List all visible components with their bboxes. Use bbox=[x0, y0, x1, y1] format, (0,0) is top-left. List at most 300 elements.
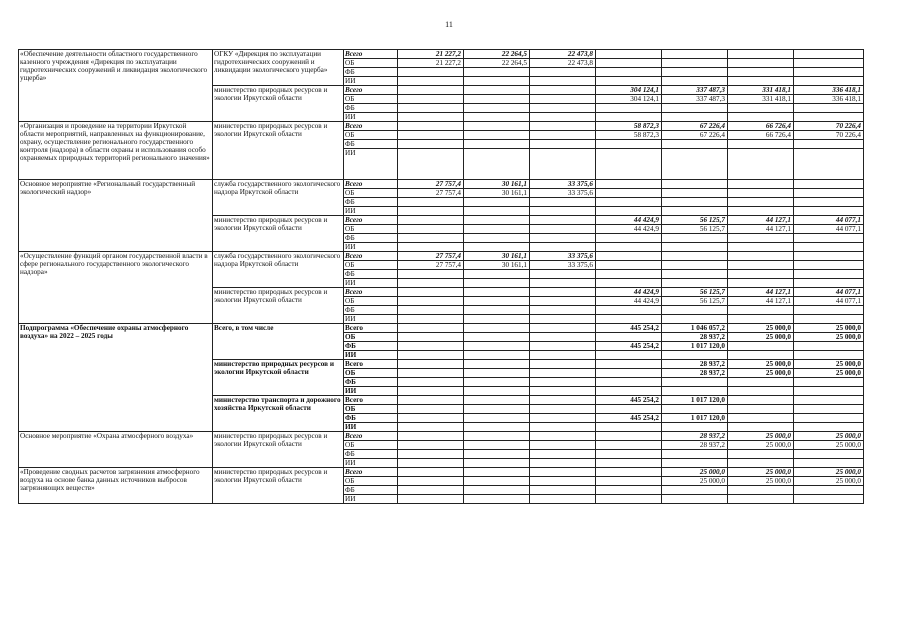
amount-cell: 25 000,0 bbox=[728, 369, 794, 378]
amount-cell bbox=[398, 149, 464, 180]
amount-cell bbox=[728, 189, 794, 198]
amount-cell: 25 000,0 bbox=[728, 432, 794, 441]
amount-cell bbox=[794, 378, 864, 387]
amount-cell bbox=[398, 351, 464, 360]
amount-cell bbox=[464, 198, 530, 207]
table-row bbox=[19, 180, 864, 189]
executor-name: министерство природных ресурсов и экологии Иркутской области bbox=[213, 216, 344, 252]
amount-cell bbox=[398, 104, 464, 113]
amount-cell bbox=[398, 387, 464, 396]
amount-cell bbox=[398, 113, 464, 122]
amount-cell bbox=[662, 495, 728, 504]
amount-cell bbox=[464, 333, 530, 342]
amount-cell bbox=[794, 68, 864, 77]
amount-cell: 25 000,0 bbox=[728, 360, 794, 369]
measure-name: Основное мероприятие «Региональный государственный экологический надзор» bbox=[19, 180, 213, 252]
amount-cell bbox=[794, 59, 864, 68]
amount-cell bbox=[596, 333, 662, 342]
amount-cell bbox=[728, 104, 794, 113]
amount-cell: 1 046 057,2 bbox=[662, 324, 728, 333]
amount-cell bbox=[530, 360, 596, 369]
funding-source: ФБ bbox=[344, 140, 398, 149]
amount-cell bbox=[530, 234, 596, 243]
funding-source: ФБ bbox=[344, 104, 398, 113]
funding-source: ОБ bbox=[344, 441, 398, 450]
funding-source: ФБ bbox=[344, 378, 398, 387]
amount-cell bbox=[794, 306, 864, 315]
amount-cell bbox=[398, 225, 464, 234]
amount-cell bbox=[398, 378, 464, 387]
amount-cell bbox=[530, 122, 596, 131]
measure-name: «Обеспечение деятельности областного государственного казенного учреждения «Дирекция по эксплуатации гидротехнических сооружений и ликвидация экологического ущерба» bbox=[19, 50, 213, 122]
amount-cell bbox=[530, 432, 596, 441]
amount-cell bbox=[728, 149, 794, 180]
amount-cell bbox=[728, 77, 794, 86]
amount-cell: 44 424,9 bbox=[596, 297, 662, 306]
amount-cell bbox=[464, 459, 530, 468]
amount-cell bbox=[530, 77, 596, 86]
amount-cell bbox=[530, 95, 596, 104]
amount-cell bbox=[530, 288, 596, 297]
funding-source: ФБ bbox=[344, 450, 398, 459]
funding-source: ОБ bbox=[344, 131, 398, 140]
amount-cell bbox=[662, 234, 728, 243]
amount-cell bbox=[464, 306, 530, 315]
amount-cell bbox=[398, 315, 464, 324]
measure-name: Основное мероприятие «Охрана атмосферного воздуха» bbox=[19, 432, 213, 468]
funding-source: Всего bbox=[344, 432, 398, 441]
amount-cell: 44 127,1 bbox=[728, 216, 794, 225]
amount-cell bbox=[596, 459, 662, 468]
amount-cell bbox=[728, 405, 794, 414]
amount-cell: 304 124,1 bbox=[596, 86, 662, 95]
amount-cell bbox=[530, 351, 596, 360]
amount-cell bbox=[530, 315, 596, 324]
amount-cell bbox=[794, 252, 864, 261]
amount-cell: 44 077,1 bbox=[794, 225, 864, 234]
amount-cell bbox=[464, 486, 530, 495]
amount-cell bbox=[398, 495, 464, 504]
amount-cell: 25 000,0 bbox=[794, 369, 864, 378]
amount-cell bbox=[398, 198, 464, 207]
amount-cell bbox=[596, 369, 662, 378]
amount-cell: 25 000,0 bbox=[794, 441, 864, 450]
amount-cell: 337 487,3 bbox=[662, 86, 728, 95]
amount-cell bbox=[464, 207, 530, 216]
amount-cell bbox=[398, 486, 464, 495]
amount-cell bbox=[530, 450, 596, 459]
amount-cell bbox=[398, 297, 464, 306]
amount-cell bbox=[596, 68, 662, 77]
executor-name: Всего, в том числе bbox=[213, 324, 344, 360]
funding-source: Всего bbox=[344, 396, 398, 405]
amount-cell bbox=[596, 405, 662, 414]
amount-cell: 28 937,2 bbox=[662, 360, 728, 369]
funding-source: ФБ bbox=[344, 68, 398, 77]
amount-cell bbox=[794, 207, 864, 216]
amount-cell bbox=[662, 252, 728, 261]
amount-cell bbox=[530, 441, 596, 450]
amount-cell bbox=[464, 104, 530, 113]
amount-cell bbox=[530, 414, 596, 423]
amount-cell bbox=[728, 50, 794, 59]
amount-cell bbox=[662, 270, 728, 279]
amount-cell bbox=[662, 189, 728, 198]
funding-source: ФБ bbox=[344, 486, 398, 495]
amount-cell bbox=[398, 288, 464, 297]
amount-cell bbox=[596, 486, 662, 495]
page-number: 11 bbox=[445, 20, 453, 29]
table-row bbox=[19, 50, 864, 59]
amount-cell bbox=[530, 396, 596, 405]
amount-cell bbox=[464, 270, 530, 279]
amount-cell bbox=[464, 95, 530, 104]
amount-cell bbox=[728, 351, 794, 360]
amount-cell bbox=[464, 477, 530, 486]
amount-cell: 27 757,4 bbox=[398, 252, 464, 261]
amount-cell bbox=[794, 450, 864, 459]
funding-source: Всего bbox=[344, 288, 398, 297]
amount-cell bbox=[596, 59, 662, 68]
amount-cell bbox=[728, 279, 794, 288]
amount-cell bbox=[728, 414, 794, 423]
amount-cell bbox=[530, 270, 596, 279]
amount-cell bbox=[662, 459, 728, 468]
amount-cell bbox=[662, 306, 728, 315]
amount-cell bbox=[398, 216, 464, 225]
amount-cell bbox=[530, 131, 596, 140]
funding-source: ИИ bbox=[344, 113, 398, 122]
funding-source: ИИ bbox=[344, 207, 398, 216]
amount-cell bbox=[464, 405, 530, 414]
amount-cell: 25 000,0 bbox=[794, 360, 864, 369]
funding-source: ОБ bbox=[344, 95, 398, 104]
amount-cell bbox=[596, 351, 662, 360]
amount-cell bbox=[398, 140, 464, 149]
amount-cell: 22 264,5 bbox=[464, 50, 530, 59]
amount-cell: 33 375,6 bbox=[530, 252, 596, 261]
amount-cell bbox=[794, 486, 864, 495]
amount-cell bbox=[596, 261, 662, 270]
amount-cell: 27 757,4 bbox=[398, 189, 464, 198]
amount-cell bbox=[794, 180, 864, 189]
amount-cell bbox=[464, 122, 530, 131]
amount-cell bbox=[530, 486, 596, 495]
amount-cell: 304 124,1 bbox=[596, 95, 662, 104]
amount-cell bbox=[398, 423, 464, 432]
amount-cell: 70 226,4 bbox=[794, 131, 864, 140]
funding-source: ОБ bbox=[344, 225, 398, 234]
amount-cell bbox=[398, 432, 464, 441]
amount-cell: 67 226,4 bbox=[662, 131, 728, 140]
amount-cell bbox=[728, 378, 794, 387]
amount-cell: 25 000,0 bbox=[662, 468, 728, 477]
amount-cell bbox=[464, 279, 530, 288]
amount-cell bbox=[728, 342, 794, 351]
amount-cell bbox=[530, 149, 596, 180]
amount-cell bbox=[398, 441, 464, 450]
amount-cell bbox=[662, 351, 728, 360]
amount-cell: 25 000,0 bbox=[794, 333, 864, 342]
executor-name: министерство природных ресурсов и экологии Иркутской области bbox=[213, 468, 344, 504]
amount-cell: 21 227,2 bbox=[398, 59, 464, 68]
amount-cell bbox=[794, 198, 864, 207]
amount-cell bbox=[530, 387, 596, 396]
funding-source: ИИ bbox=[344, 495, 398, 504]
amount-cell bbox=[728, 180, 794, 189]
amount-cell: 337 487,3 bbox=[662, 95, 728, 104]
amount-cell bbox=[398, 77, 464, 86]
amount-cell bbox=[596, 279, 662, 288]
amount-cell bbox=[530, 104, 596, 113]
amount-cell: 28 937,2 bbox=[662, 333, 728, 342]
amount-cell: 445 254,2 bbox=[596, 342, 662, 351]
amount-cell bbox=[728, 306, 794, 315]
amount-cell: 25 000,0 bbox=[728, 477, 794, 486]
amount-cell bbox=[398, 360, 464, 369]
amount-cell: 44 127,1 bbox=[728, 288, 794, 297]
amount-cell bbox=[464, 297, 530, 306]
amount-cell: 28 937,2 bbox=[662, 441, 728, 450]
amount-cell bbox=[464, 396, 530, 405]
funding-source: ОБ bbox=[344, 261, 398, 270]
amount-cell bbox=[464, 369, 530, 378]
amount-cell bbox=[596, 252, 662, 261]
funding-source: ИИ bbox=[344, 459, 398, 468]
measure-name: «Проведение сводных расчетов загрязнения атмосферного воздуха на основе банка данных источников выбросов загрязняющих веществ» bbox=[19, 468, 213, 504]
amount-cell bbox=[530, 468, 596, 477]
amount-cell bbox=[530, 86, 596, 95]
funding-source: ОБ bbox=[344, 405, 398, 414]
amount-cell bbox=[464, 225, 530, 234]
amount-cell bbox=[530, 423, 596, 432]
amount-cell: 33 375,6 bbox=[530, 180, 596, 189]
amount-cell bbox=[398, 342, 464, 351]
amount-cell: 67 226,4 bbox=[662, 122, 728, 131]
funding-source: ФБ bbox=[344, 342, 398, 351]
amount-cell: 445 254,2 bbox=[596, 396, 662, 405]
amount-cell: 25 000,0 bbox=[794, 468, 864, 477]
funding-source: ИИ bbox=[344, 279, 398, 288]
amount-cell: 56 125,7 bbox=[662, 297, 728, 306]
amount-cell bbox=[464, 324, 530, 333]
amount-cell bbox=[530, 369, 596, 378]
amount-cell bbox=[530, 324, 596, 333]
amount-cell: 445 254,2 bbox=[596, 414, 662, 423]
funding-source: ИИ bbox=[344, 351, 398, 360]
executor-name: министерство природных ресурсов и экологии Иркутской области bbox=[213, 432, 344, 468]
amount-cell bbox=[398, 68, 464, 77]
funding-source: Всего bbox=[344, 180, 398, 189]
amount-cell bbox=[728, 450, 794, 459]
amount-cell bbox=[464, 441, 530, 450]
amount-cell bbox=[464, 495, 530, 504]
funding-source: ИИ bbox=[344, 315, 398, 324]
amount-cell bbox=[662, 198, 728, 207]
amount-cell bbox=[464, 423, 530, 432]
amount-cell bbox=[728, 59, 794, 68]
amount-cell bbox=[398, 450, 464, 459]
amount-cell bbox=[728, 140, 794, 149]
amount-cell bbox=[794, 396, 864, 405]
amount-cell bbox=[794, 459, 864, 468]
table-row bbox=[19, 252, 864, 261]
measure-name: «Организация и проведение на территории Иркутской области мероприятий, направленных на функционирование, охрану, осуществление регионального государственного контроля (надзора) в области охраны и использования особо охраняемых природных территорий регионального значения» bbox=[19, 122, 213, 180]
funding-source: ОБ bbox=[344, 477, 398, 486]
amount-cell: 58 872,3 bbox=[596, 122, 662, 131]
amount-cell bbox=[398, 243, 464, 252]
funding-source: ОБ bbox=[344, 59, 398, 68]
amount-cell bbox=[662, 50, 728, 59]
amount-cell bbox=[728, 486, 794, 495]
amount-cell bbox=[794, 423, 864, 432]
amount-cell bbox=[464, 234, 530, 243]
amount-cell: 1 017 120,0 bbox=[662, 342, 728, 351]
amount-cell: 1 017 120,0 bbox=[662, 414, 728, 423]
amount-cell bbox=[596, 207, 662, 216]
amount-cell bbox=[464, 216, 530, 225]
amount-cell bbox=[530, 279, 596, 288]
amount-cell: 66 726,4 bbox=[728, 131, 794, 140]
amount-cell bbox=[596, 495, 662, 504]
amount-cell bbox=[794, 387, 864, 396]
amount-cell bbox=[728, 252, 794, 261]
amount-cell bbox=[662, 77, 728, 86]
amount-cell bbox=[530, 405, 596, 414]
amount-cell bbox=[398, 405, 464, 414]
amount-cell bbox=[464, 68, 530, 77]
funding-source: Всего bbox=[344, 122, 398, 131]
amount-cell bbox=[464, 360, 530, 369]
amount-cell bbox=[596, 243, 662, 252]
amount-cell: 44 127,1 bbox=[728, 225, 794, 234]
amount-cell bbox=[662, 279, 728, 288]
amount-cell: 30 161,1 bbox=[464, 180, 530, 189]
executor-name: министерство природных ресурсов и экологии Иркутской области bbox=[213, 288, 344, 324]
amount-cell: 44 424,9 bbox=[596, 288, 662, 297]
funding-source: ИИ bbox=[344, 149, 398, 180]
amount-cell bbox=[662, 180, 728, 189]
funding-source: ИИ bbox=[344, 387, 398, 396]
amount-cell bbox=[662, 113, 728, 122]
budget-table-body bbox=[19, 50, 864, 504]
amount-cell: 27 757,4 bbox=[398, 180, 464, 189]
amount-cell bbox=[398, 122, 464, 131]
amount-cell bbox=[398, 95, 464, 104]
amount-cell bbox=[794, 149, 864, 180]
amount-cell: 44 077,1 bbox=[794, 216, 864, 225]
amount-cell bbox=[464, 77, 530, 86]
amount-cell bbox=[662, 261, 728, 270]
amount-cell bbox=[464, 140, 530, 149]
table-row bbox=[19, 468, 864, 477]
amount-cell bbox=[464, 414, 530, 423]
amount-cell: 25 000,0 bbox=[728, 468, 794, 477]
amount-cell bbox=[464, 342, 530, 351]
amount-cell: 25 000,0 bbox=[662, 477, 728, 486]
amount-cell bbox=[596, 315, 662, 324]
amount-cell bbox=[728, 234, 794, 243]
amount-cell: 27 757,4 bbox=[398, 261, 464, 270]
amount-cell bbox=[596, 149, 662, 180]
amount-cell bbox=[662, 59, 728, 68]
amount-cell bbox=[596, 432, 662, 441]
measure-name: Подпрограмма «Обеспечение охраны атмосферного воздуха» на 2022 – 2025 годы bbox=[19, 324, 213, 432]
amount-cell: 331 418,1 bbox=[728, 95, 794, 104]
table-row bbox=[19, 122, 864, 131]
amount-cell bbox=[398, 234, 464, 243]
funding-source: ФБ bbox=[344, 414, 398, 423]
amount-cell bbox=[728, 261, 794, 270]
funding-source: Всего bbox=[344, 50, 398, 59]
amount-cell bbox=[596, 140, 662, 149]
amount-cell bbox=[662, 315, 728, 324]
amount-cell bbox=[794, 243, 864, 252]
amount-cell bbox=[398, 270, 464, 279]
funding-source: Всего bbox=[344, 216, 398, 225]
amount-cell bbox=[530, 306, 596, 315]
amount-cell bbox=[398, 468, 464, 477]
amount-cell bbox=[464, 315, 530, 324]
amount-cell bbox=[398, 306, 464, 315]
amount-cell: 1 017 120,0 bbox=[662, 396, 728, 405]
amount-cell bbox=[398, 279, 464, 288]
amount-cell bbox=[530, 333, 596, 342]
amount-cell: 445 254,2 bbox=[596, 324, 662, 333]
amount-cell bbox=[662, 68, 728, 77]
amount-cell: 44 424,9 bbox=[596, 216, 662, 225]
amount-cell bbox=[398, 459, 464, 468]
amount-cell bbox=[662, 486, 728, 495]
amount-cell: 28 937,2 bbox=[662, 432, 728, 441]
funding-source: ИИ bbox=[344, 243, 398, 252]
measure-name: «Осуществление функций органом государственной власти в сфере регионального государственного экологического надзора» bbox=[19, 252, 213, 324]
amount-cell bbox=[398, 396, 464, 405]
executor-name: министерство природных ресурсов и экологии Иркутской области bbox=[213, 122, 344, 180]
amount-cell bbox=[794, 261, 864, 270]
funding-source: ОБ bbox=[344, 369, 398, 378]
executor-name: служба государственного экологического надзора Иркутской области bbox=[213, 252, 344, 288]
amount-cell bbox=[530, 297, 596, 306]
amount-cell bbox=[728, 459, 794, 468]
amount-cell: 56 125,7 bbox=[662, 288, 728, 297]
amount-cell: 30 161,1 bbox=[464, 261, 530, 270]
amount-cell bbox=[596, 113, 662, 122]
amount-cell bbox=[530, 198, 596, 207]
amount-cell bbox=[398, 414, 464, 423]
amount-cell bbox=[728, 207, 794, 216]
amount-cell bbox=[662, 149, 728, 180]
amount-cell bbox=[596, 306, 662, 315]
funding-source: ОБ bbox=[344, 189, 398, 198]
amount-cell bbox=[464, 131, 530, 140]
amount-cell bbox=[662, 207, 728, 216]
amount-cell bbox=[530, 495, 596, 504]
amount-cell bbox=[728, 315, 794, 324]
amount-cell: 25 000,0 bbox=[728, 333, 794, 342]
amount-cell bbox=[596, 468, 662, 477]
funding-source: Всего bbox=[344, 324, 398, 333]
amount-cell bbox=[794, 342, 864, 351]
amount-cell bbox=[794, 351, 864, 360]
amount-cell bbox=[464, 387, 530, 396]
amount-cell: 336 418,1 bbox=[794, 95, 864, 104]
amount-cell bbox=[662, 140, 728, 149]
amount-cell bbox=[596, 441, 662, 450]
amount-cell bbox=[398, 131, 464, 140]
amount-cell: 331 418,1 bbox=[728, 86, 794, 95]
amount-cell bbox=[464, 113, 530, 122]
